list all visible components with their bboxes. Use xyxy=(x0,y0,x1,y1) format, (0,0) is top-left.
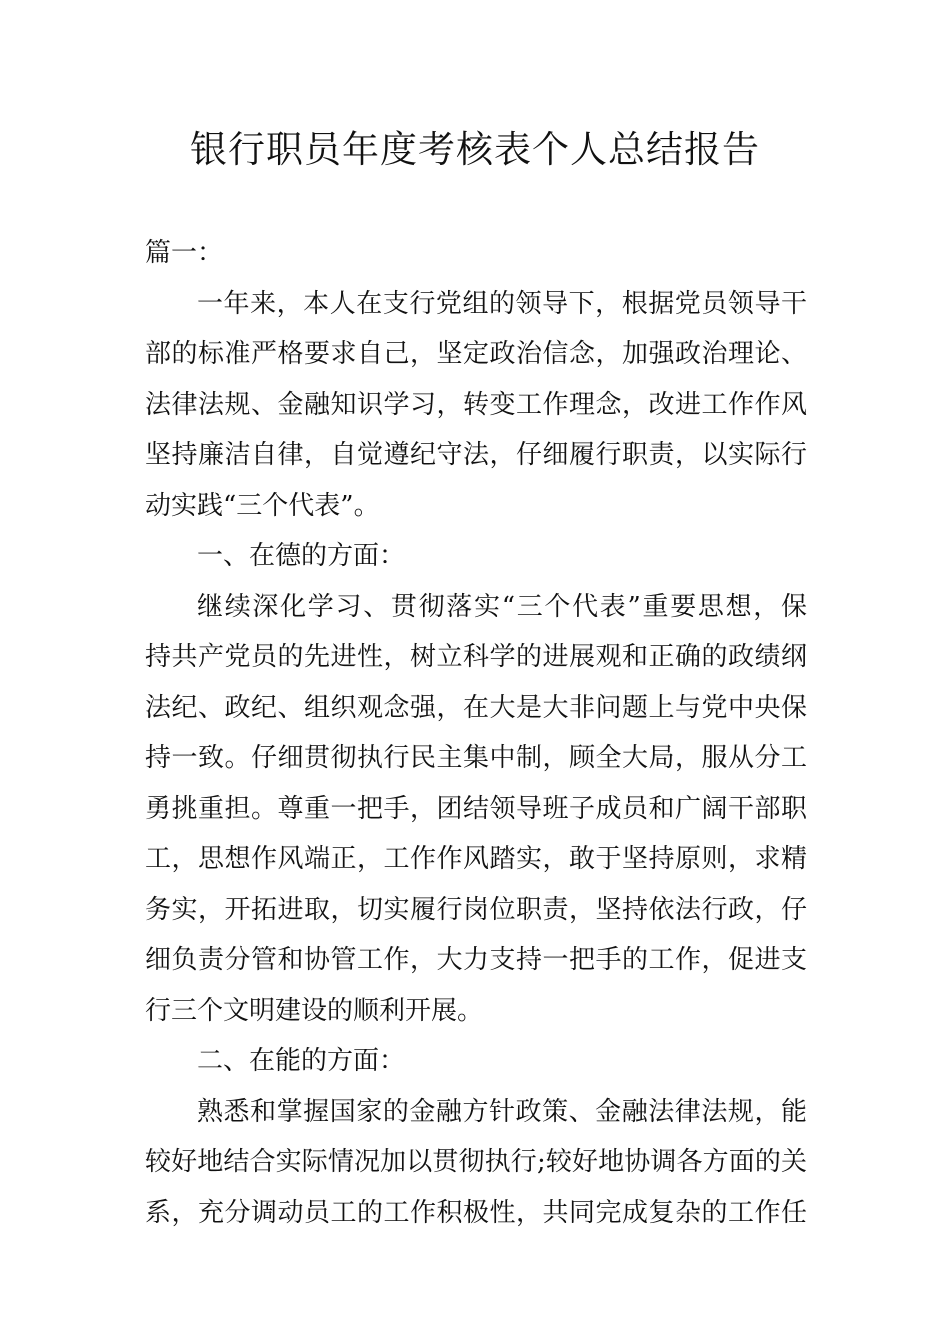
paragraph-line: 法律法规、金融知识学习，转变工作理念，改进工作作风 xyxy=(145,389,807,420)
paragraph-line: 较好地结合实际情况加以贯彻执行;较好地协调各方面的关 xyxy=(145,1147,807,1177)
paragraph-line: 熟悉和掌握国家的金融方针政策、金融法律法规，能 xyxy=(197,1096,807,1127)
document-body xyxy=(145,228,807,1238)
paragraph-line: 继续深化学习、贯彻落实“三个代表”重要思想，保 xyxy=(197,591,807,622)
paragraph-line: 细负责分管和协管工作，大力支持一把手的工作，促进支 xyxy=(145,945,807,975)
paragraph-line: 动实践“三个代表”。 xyxy=(145,490,380,521)
paragraph-line: 务实，开拓进取，切实履行岗位职责，坚持依法行政，仔 xyxy=(145,894,807,925)
paragraph-line: 勇挑重担。尊重一把手，团结领导班子成员和广阔干部职 xyxy=(145,793,807,824)
section-heading: 一、在德的方面： xyxy=(197,541,406,571)
document-title: 银行职员年度考核表个人总结报告 xyxy=(190,128,760,171)
paragraph-line: 行三个文明建设的顺利开展。 xyxy=(145,995,484,1026)
paragraph-line: 坚持廉洁自律，自觉遵纪守法，仔细履行职责，以实际行 xyxy=(145,440,807,470)
paragraph-line: 法纪、政纪、组织观念强，在大是大非问题上与党中央保 xyxy=(145,692,807,723)
section-heading: 二、在能的方面： xyxy=(197,1046,406,1076)
paragraph-line: 持共产党员的先进性，树立科学的进展观和正确的政绩纲 xyxy=(145,642,807,672)
paragraph-line: 部的标准严格要求自己，坚定政治信念，加强政治理论、 xyxy=(145,339,807,369)
paragraph-line: 系，充分调动员工的工作积极性，共同完成复杂的工作任 xyxy=(145,1197,807,1228)
paragraph-line: 持一致。仔细贯彻执行民主集中制，顾全大局，服从分工 xyxy=(145,743,807,773)
section-label: 篇一： xyxy=(145,238,224,268)
paragraph-line: 一年来，本人在支行党组的领导下，根据党员领导干 xyxy=(197,288,807,319)
paragraph-line: 工，思想作风端正，工作作风踏实，敢于坚持原则，求精 xyxy=(145,844,807,874)
